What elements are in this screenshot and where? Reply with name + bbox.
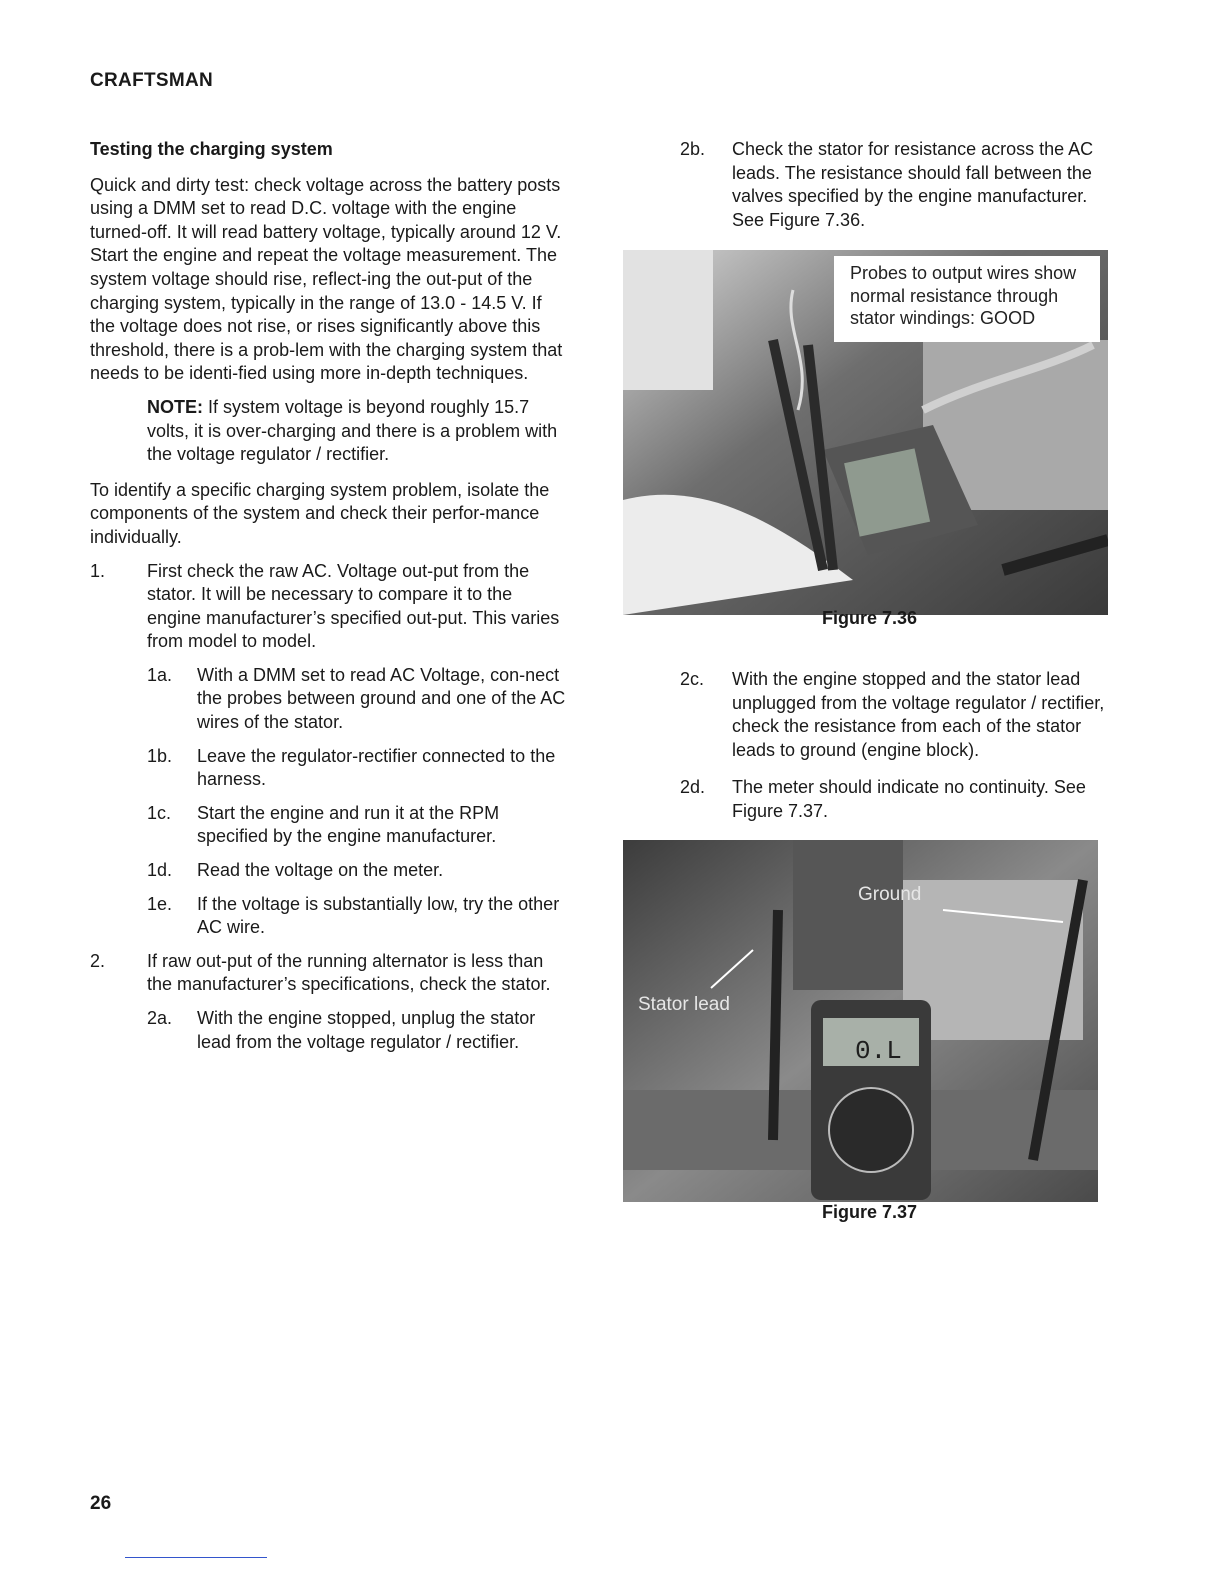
list-item (680, 668, 1120, 762)
figure-7-36-caption: Figure 7.36 (822, 608, 918, 628)
list-number: 1. (90, 560, 106, 581)
intro-paragraph: Quick and dirty test: check voltage across the battery posts using a DMM set to read D.C. voltage with the engine turned-off. It will read battery voltage, typically around 12 V. Start the engine and repeat the voltage measurement. The system voltage should rise, reflect-ing the out-put of the charging system, typically in the range of 13.0 - 14.5 V. If the voltage does not rise, or rises significantly above this threshold, there is a prob-lem with the charging system that needs to be identi-fied using more in-depth techniques. (90, 174, 563, 384)
list-item (90, 950, 568, 997)
list-text: If the voltage is substantially low, try the other AC wire. (197, 893, 560, 938)
list-text: If raw out-put of the running alternator is less than the manufacturer’s specifications, check the stator. (147, 950, 551, 995)
list-item (147, 664, 568, 735)
list-item (680, 776, 1120, 823)
list-text: With the engine stopped, unplug the stator lead from the voltage regulator / rectifier. (197, 1008, 536, 1052)
meter-reading: 0.L (855, 1036, 902, 1066)
list-number: 2a. (147, 1008, 173, 1028)
list-text: With the engine stopped and the stator lead unplugged from the voltage regulator / rectifier, check the resistance from each of the stator leads to ground (engine block). (732, 669, 1105, 760)
list-number: 1b. (147, 745, 173, 766)
note-text: If system voltage is beyond roughly 15.7 volts, it is over-charging and there is a problem with the voltage regulator / rectifier. (147, 396, 558, 465)
stator-lead-label: Stator lead (638, 994, 730, 1015)
figure-7-37-caption: Figure 7.37 (822, 1202, 918, 1222)
list-number: 2b. (680, 139, 706, 159)
list-text: With a DMM set to read AC Voltage, con-nect the probes between ground and one of the AC wires of the stator. (197, 664, 566, 733)
list-text: Check the stator for resistance across the AC leads. The resistance should fall between the valves specified by the engine manufacturer. See Figure 7.36. (732, 139, 1094, 230)
list-text: The meter should indicate no continuity. See Figure 7.37. (732, 777, 1086, 821)
list-text: Start the engine and run it at the RPM specified by the engine manufacturer. (197, 802, 500, 847)
list-item (147, 1007, 568, 1054)
footer-rule (125, 1557, 267, 1558)
brand-header: CRAFTSMAN (90, 70, 214, 91)
list-item (147, 802, 568, 849)
left-column (90, 138, 568, 1064)
list-item (90, 560, 568, 654)
list-number: 1e. (147, 893, 173, 914)
list-number: 1d. (147, 860, 173, 881)
list-item (680, 138, 1120, 232)
list-text: Read the voltage on the meter. (197, 860, 444, 881)
page-number: 26 (90, 1493, 112, 1514)
list-item (147, 745, 568, 792)
list-item (147, 893, 568, 940)
list-number: 2. (90, 950, 106, 971)
list-number: 2d. (680, 777, 706, 797)
list-number: 1a. (147, 664, 173, 685)
figure-7-36-callout: Probes to output wires show normal resistance through stator windings: GOOD (834, 256, 1100, 342)
list-text: Leave the regulator-rectifier connected to the harness. (197, 745, 556, 790)
list-number: 2c. (680, 669, 705, 689)
list-number: 1c. (147, 802, 172, 823)
list-text: First check the raw AC. Voltage out-put from the stator. It will be necessary to compare it to the engine manufacturer’s specified out-put. This varies from model to model. (147, 560, 560, 652)
isolate-paragraph: To identify a specific charging system problem, isolate the components of the system and check their perfor-mance individually. (90, 479, 550, 547)
ground-label: Ground (858, 884, 922, 905)
note-label: NOTE: (147, 396, 203, 417)
list-item (147, 859, 568, 883)
note-paragraph (147, 396, 568, 467)
section-heading: Testing the charging system (90, 139, 333, 159)
